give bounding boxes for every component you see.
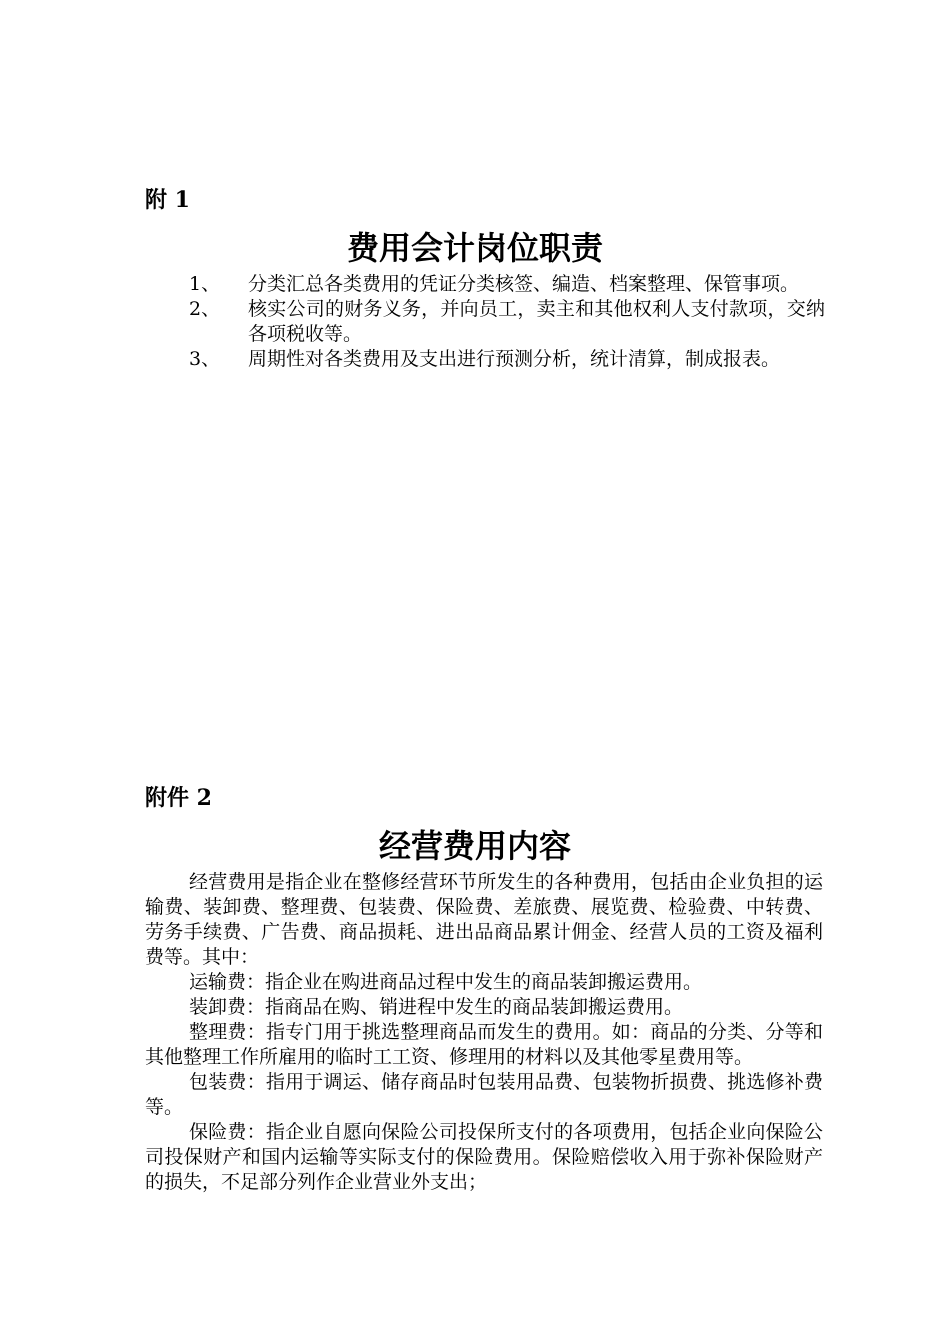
list-item-text: 分类汇总各类费用的凭证分类核签、编造、档案整理、保管事项。	[248, 273, 800, 295]
duties-list	[145, 272, 825, 372]
list-item-number: 3、	[189, 348, 221, 370]
list-item-number: 2、	[189, 298, 221, 320]
list-item-number: 1、	[189, 273, 221, 295]
section2-title: 经营费用内容	[378, 827, 571, 865]
insurance-fee-paragraph: 保险费：指企业自愿向保险公司投保所支付的各项费用，包括企业向保险公司投保财产和国内运输等实际支付的保险费用。保险赔偿收入用于弥补保险财产的损失，不足部分列作企业营业外支出；	[145, 1121, 823, 1193]
list-item	[145, 347, 825, 372]
list-item-text: 核实公司的财务义务，并向员工，卖主和其他权利人支付款项，交纳各项税收等。	[248, 298, 825, 345]
section1-label: 附 1	[145, 187, 190, 213]
handling-fee-paragraph: 装卸费：指商品在购、销进程中发生的商品装卸搬运费用。	[189, 996, 684, 1018]
expense-content-body	[145, 870, 823, 1195]
transport-fee-paragraph: 运输费：指企业在购进商品过程中发生的商品装卸搬运费用。	[189, 971, 703, 993]
packaging-fee-paragraph: 包装费：指用于调运、储存商品时包装用品费、包装物折损费、挑选修补费等。	[145, 1071, 823, 1118]
sorting-fee-paragraph: 整理费：指专门用于挑选整理商品而发生的费用。如：商品的分类、分等和其他整理工作所雇用的临时工工资、修理用的材料以及其他零星费用等。	[145, 1021, 823, 1068]
list-item	[145, 272, 825, 297]
section1-title: 费用会计岗位职责	[346, 229, 603, 267]
section2-label: 附件 2	[145, 785, 212, 811]
intro-paragraph: 经营费用是指企业在整修经营环节所发生的各种费用，包括由企业负担的运输费、装卸费、整理费、包装费、保险费、差旅费、展览费、检验费、中转费、劳务手续费、广告费、商品损耗、进出品商品累计佣金、经营人员的工资及福利费等。其中：	[145, 871, 823, 968]
list-item	[145, 297, 825, 347]
list-item-text: 周期性对各类费用及支出进行预测分析，统计清算，制成报表。	[248, 348, 781, 370]
